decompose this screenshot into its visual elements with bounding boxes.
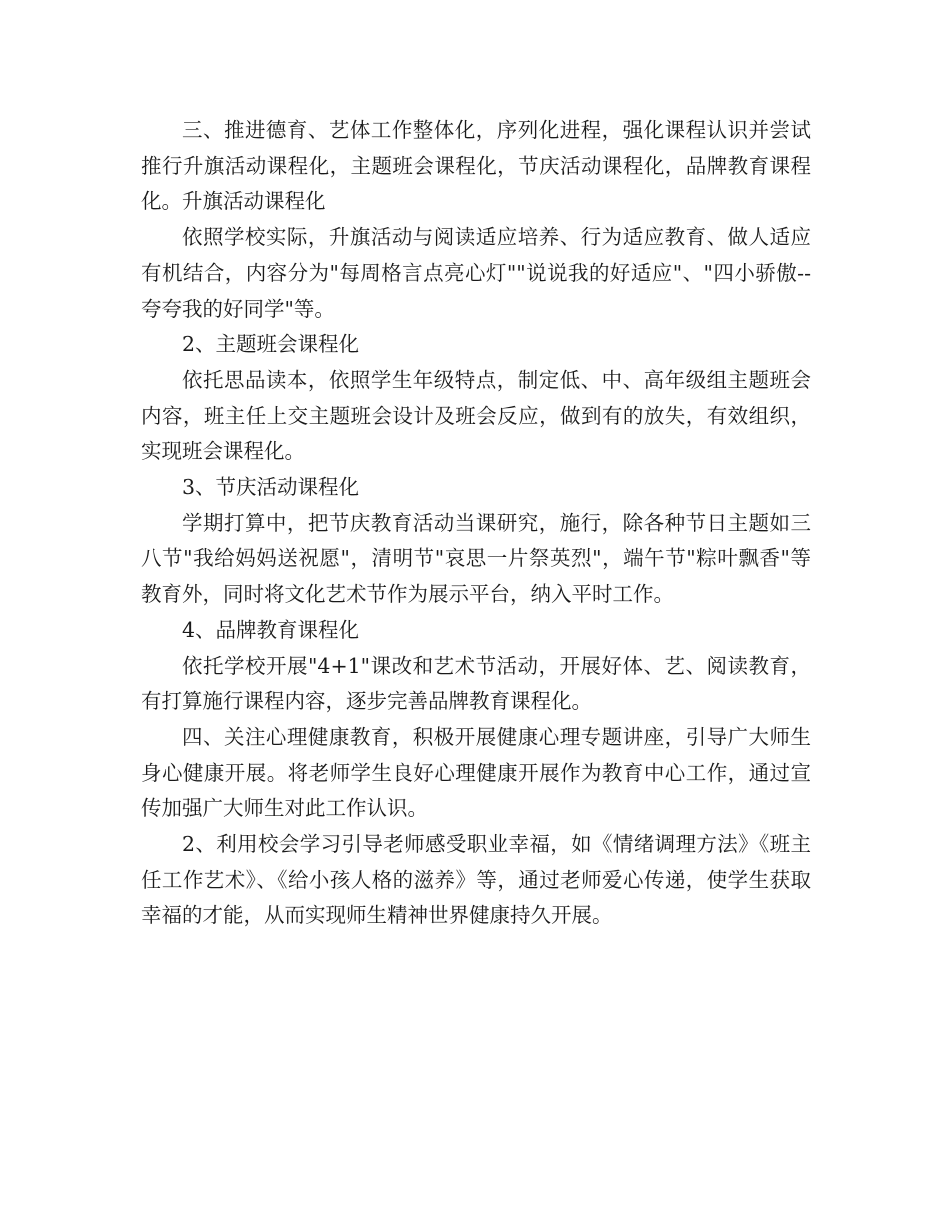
paragraph-section-four: 四、关注心理健康教育，积极开展健康心理专题讲座，引导广大师生身心健康开展。将老师学生良好心理健康开展作为教育中心工作，通过宣传加强广大师生对此工作认识。	[141, 724, 811, 821]
paragraph-flag-raising: 依照学校实际，升旗活动与阅读适应培养、行为适应教育、做人适应有机结合，内容分为"每周格言点亮心灯""说说我的好适应"、"四小骄傲--夸夸我的好同学"等。	[141, 225, 811, 321]
paragraph-teacher-happiness: 2、利用校会学习引导老师感受职业幸福，如《情绪调理方法》《班主任工作艺术》、《给小孩人格的滋养》等，通过老师爱心传递，使学生获取幸福的才能，从而实现师生精神世界健康持久开展。	[141, 832, 811, 928]
document-body	[141, 113, 811, 934]
paragraph-section-three: 三、推进德育、艺体工作整体化，序列化进程，强化课程认识并尝试推行升旗活动课程化，主题班会课程化，节庆活动课程化，品牌教育课程化。升旗活动课程化	[141, 118, 811, 214]
paragraph-theme-class-meeting: 依托思品读本，依照学生年级特点，制定低、中、高年级组主题班会内容，班主任上交主题班会设计及班会反应，做到有的放失，有效组织，实现班会课程化。	[141, 367, 811, 464]
paragraph-brand-education: 依托学校开展"4+1"课改和艺术节活动，开展好体、艺、阅读教育，有打算施行课程内容，逐步完善品牌教育课程化。	[141, 653, 811, 714]
heading-brand-education: 4、品牌教育课程化	[182, 617, 360, 642]
heading-festival-activities: 3、节庆活动课程化	[182, 475, 360, 500]
heading-theme-class-meeting: 2、主题班会课程化	[182, 332, 360, 357]
paragraph-festival-activities: 学期打算中，把节庆教育活动当课研究，施行，除各种节日主题如三八节"我给妈妈送祝愿"，清明节"哀思一片祭英烈"，端午节"粽叶飘香"等教育外，同时将文化艺术节作为展示平台，纳入平时工作。	[141, 510, 811, 607]
